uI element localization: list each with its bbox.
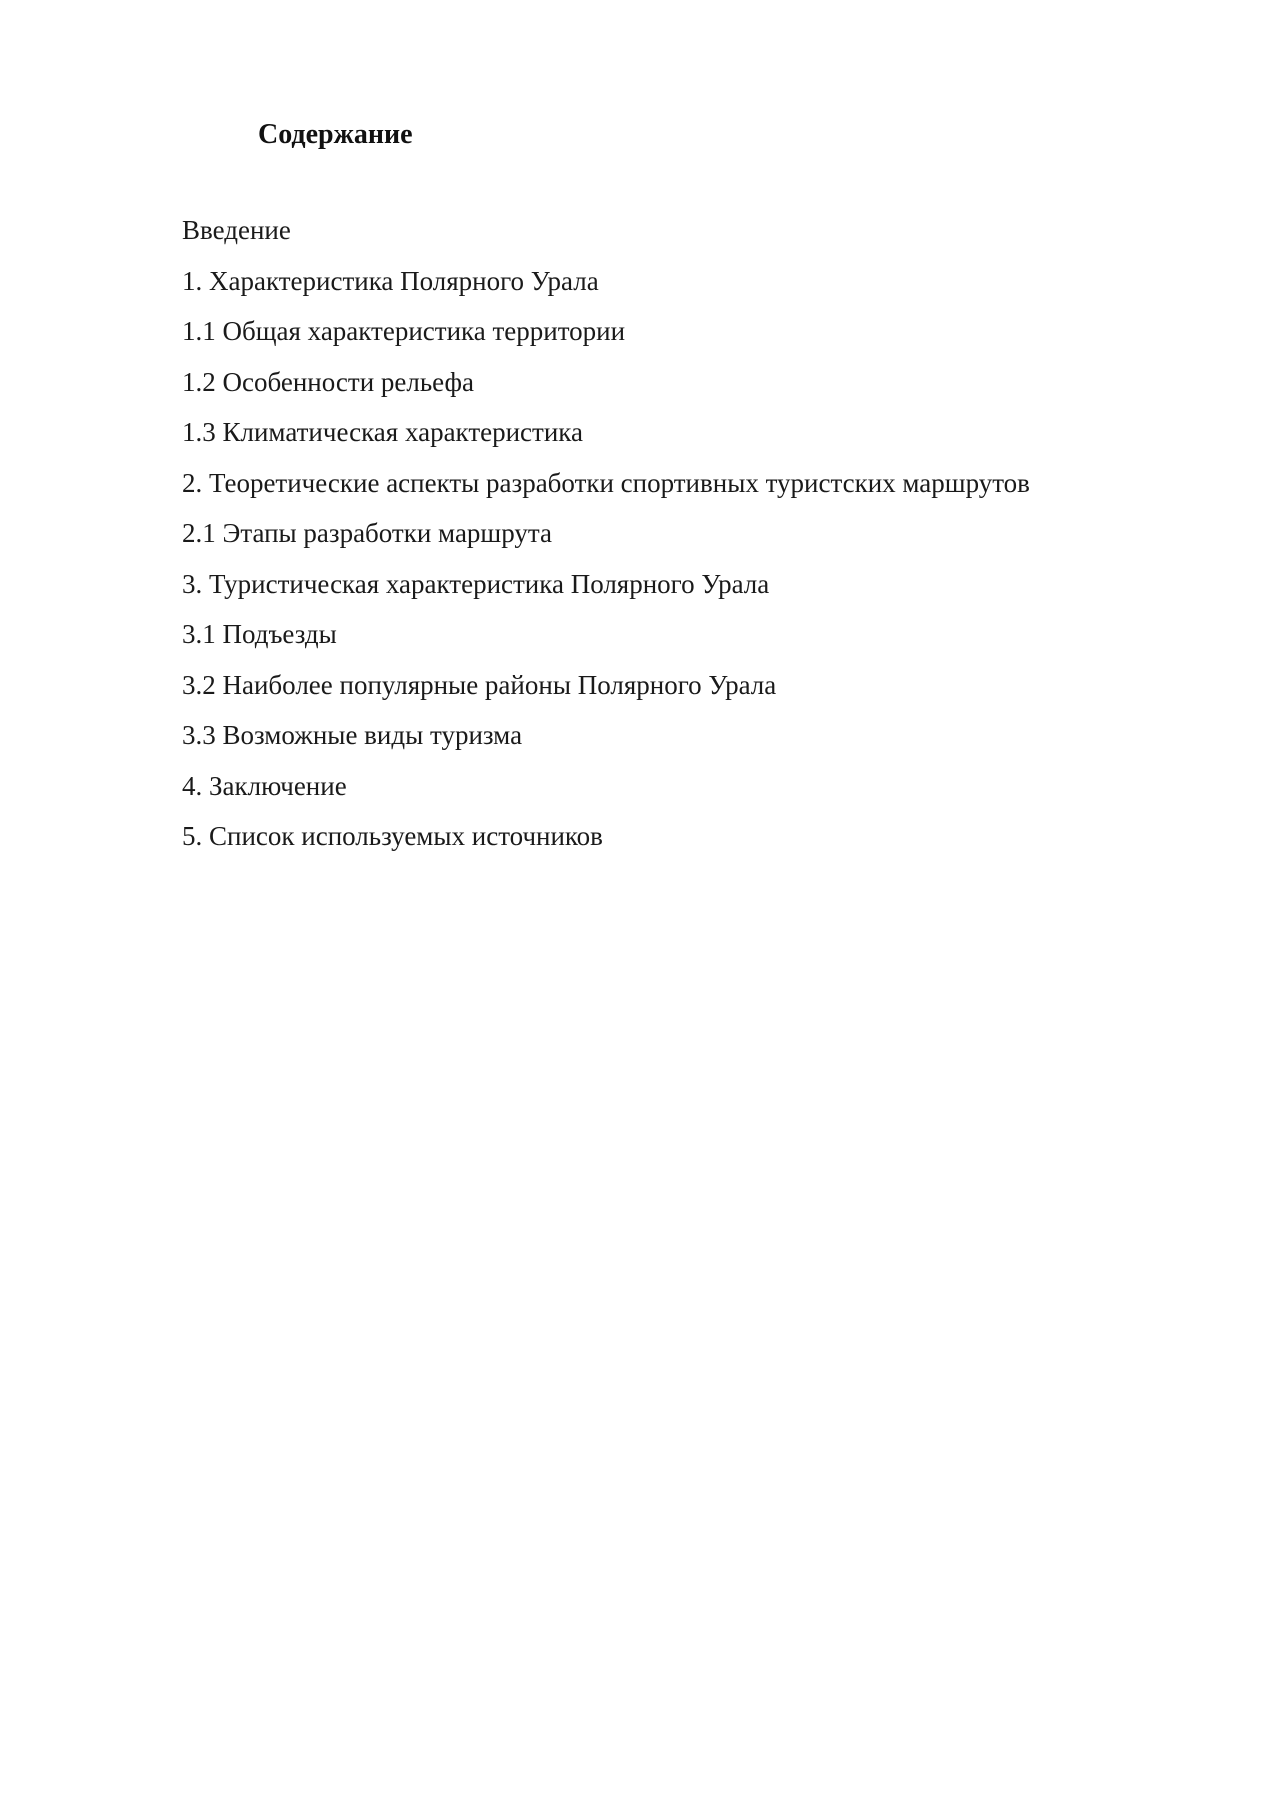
toc-title: Содержание — [258, 119, 413, 150]
toc-item: 2.1 Этапы разработки маршрута — [182, 518, 552, 548]
toc-item: 1.2 Особенности рельефа — [182, 366, 474, 397]
toc-item: 5. Список используемых источников — [182, 821, 603, 851]
toc-item: 4. Заключение — [182, 770, 347, 801]
toc-list — [182, 210, 1222, 867]
toc-item: 1. Характеристика Полярного Урала — [182, 265, 599, 296]
toc-item: 1.1 Общая характеристика территории — [182, 316, 626, 346]
toc-item: 3.2 Наиболее популярные районы Полярного Урала — [182, 669, 777, 700]
toc-item: 3.1 Подъезды — [182, 619, 337, 649]
toc-item: 3. Туристическая характеристика Полярного Урала — [182, 568, 770, 599]
toc-item: 1.3 Климатическая характеристика — [182, 417, 583, 447]
toc-item: 3.3 Возможные виды туризма — [182, 720, 523, 750]
toc-item: Введение — [182, 215, 291, 245]
toc-item: 2. Теоретические аспекты разработки спортивных туристских маршрутов — [182, 467, 1030, 498]
